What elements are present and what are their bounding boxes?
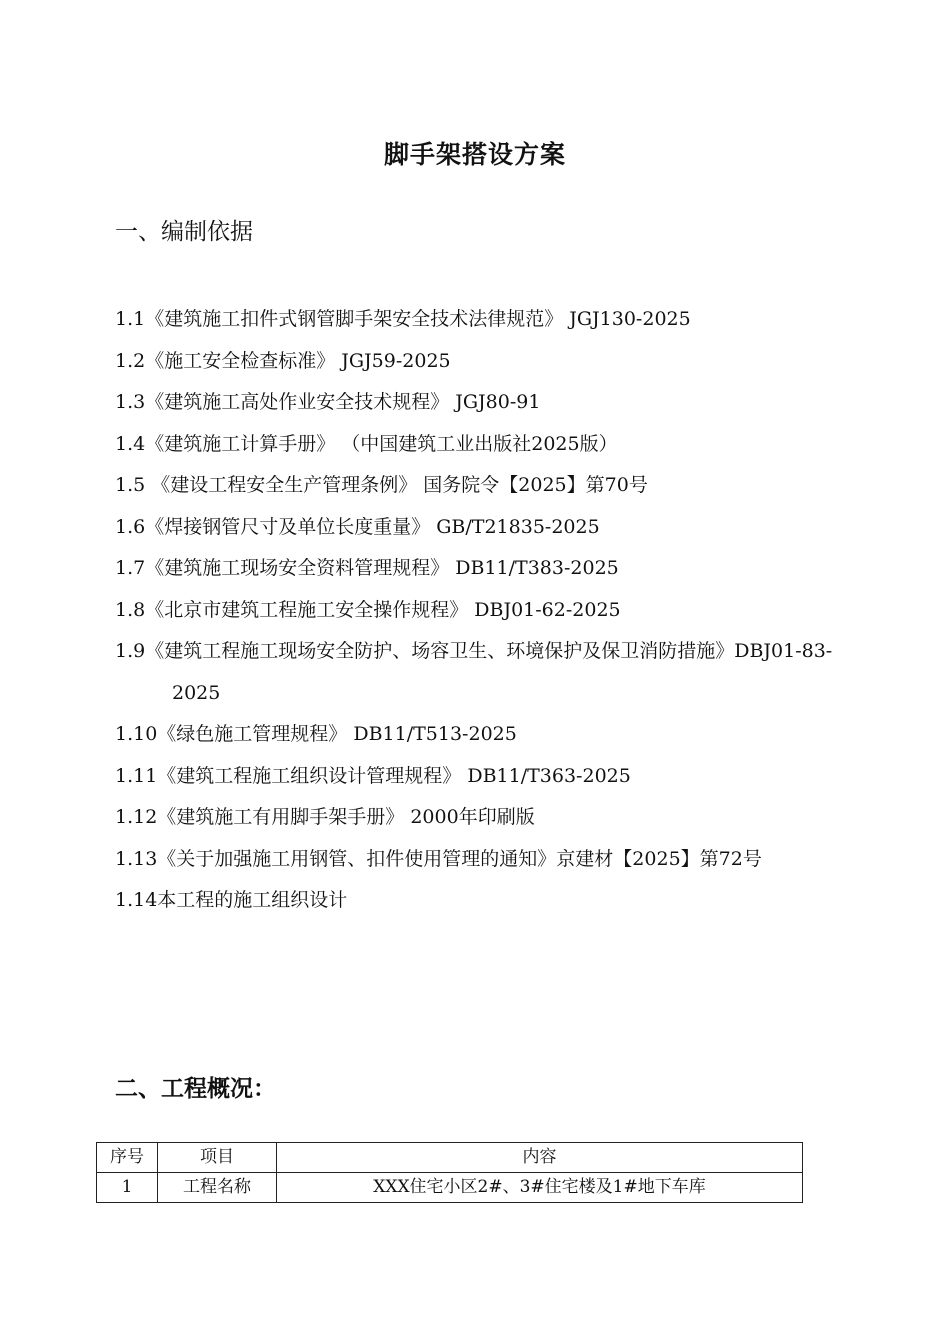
table-row <box>97 1173 803 1203</box>
reference-item: 1.10《绿色施工管理规程》 DB11/T513-2025 <box>115 723 517 745</box>
reference-item: 1.2《施工安全检查标准》 JGJ59-2025 <box>115 349 451 372</box>
reference-item: 1.13《关于加强施工用钢管、扣件使用管理的通知》京建材【2025】第72号 <box>115 847 762 870</box>
table-header-row <box>97 1143 803 1173</box>
reference-item: 1.7《建筑施工现场安全资料管理规程》 DB11/T383-2025 <box>115 557 619 579</box>
header-content: 内容 <box>277 1143 803 1173</box>
reference-item: 1.4《建筑施工计算手册》 （中国建筑工业出版社2025版） <box>115 432 618 455</box>
reference-item: 1.11《建筑工程施工组织设计管理规程》 DB11/T363-2025 <box>115 764 631 787</box>
row-item: 工程名称 <box>158 1173 277 1203</box>
header-item: 项目 <box>158 1143 277 1173</box>
row-content: XXX住宅小区2#、3#住宅楼及1#地下车库 <box>277 1173 803 1203</box>
section-heading-basis: 一、编制依据 <box>115 219 253 245</box>
reference-item: 1.9《建筑工程施工现场安全防护、场容卫生、环境保护及保卫消防措施》DBJ01-83-2025 <box>115 640 833 704</box>
reference-item: 1.1《建筑施工扣件式钢管脚手架安全技术法律规范》 JGJ130-2025 <box>115 308 691 330</box>
row-number: 1 <box>97 1173 158 1203</box>
reference-item: 1.5 《建设工程安全生产管理条例》 国务院令【2025】第70号 <box>115 474 648 496</box>
reference-item: 1.6《焊接钢管尺寸及单位长度重量》 GB/T21835-2025 <box>115 515 600 538</box>
header-number: 序号 <box>97 1143 158 1173</box>
reference-list <box>115 299 845 922</box>
page-title: 脚手架搭设方案 <box>383 140 566 169</box>
reference-item: 1.3《建筑施工高处作业安全技术规程》 JGJ80-91 <box>115 391 541 413</box>
reference-item: 1.12《建筑施工有用脚手架手册》 2000年印刷版 <box>115 806 535 828</box>
reference-item: 1.8《北京市建筑工程施工安全操作规程》 DBJ01-62-2025 <box>115 598 621 621</box>
reference-item: 1.14本工程的施工组织设计 <box>115 889 348 911</box>
section-heading-overview: 二、工程概况： <box>115 1075 276 1102</box>
project-info-table <box>96 1142 803 1203</box>
